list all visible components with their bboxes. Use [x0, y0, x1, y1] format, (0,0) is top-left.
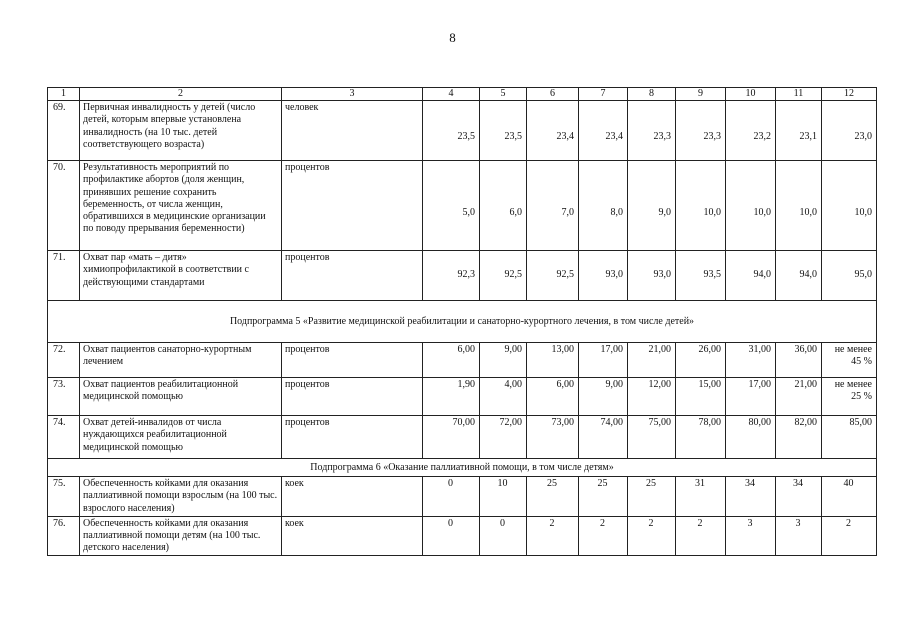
value-cell — [726, 251, 776, 301]
value-cell — [676, 516, 726, 556]
value-text: 0 — [448, 517, 453, 529]
value-cell — [480, 477, 527, 517]
table-row — [48, 516, 877, 556]
value-cell — [676, 251, 726, 301]
value-cell — [480, 516, 527, 556]
value-cell — [676, 343, 726, 378]
column-header: 2 — [80, 88, 282, 101]
value-text: 7,0 — [561, 207, 574, 219]
value-cell — [628, 516, 676, 556]
value-cell — [676, 477, 726, 517]
column-header: 10 — [726, 88, 776, 101]
value-cell — [579, 251, 628, 301]
indicator-name: Охват пар «мать – дитя» химиопрофилактикой в соответствии с действующими стандартами — [80, 251, 282, 301]
value-text: 5,0 — [462, 207, 475, 219]
value-cell — [579, 416, 628, 459]
row-number: 76. — [48, 516, 80, 556]
column-header: 3 — [282, 88, 423, 101]
value-text: 6,0 — [509, 207, 522, 219]
value-text: 34 — [793, 478, 803, 490]
table-row — [48, 343, 877, 378]
value-cell — [776, 477, 822, 517]
value-cell — [726, 378, 776, 416]
value-cell — [676, 416, 726, 459]
value-cell — [527, 161, 579, 251]
value-text: 92,5 — [556, 269, 574, 281]
table-row — [48, 161, 877, 251]
value-cell — [676, 101, 726, 161]
value-cell — [527, 378, 579, 416]
value-text: 23,3 — [653, 131, 671, 143]
value-cell — [423, 101, 480, 161]
column-header: 6 — [527, 88, 579, 101]
value-text: 25 — [597, 478, 608, 490]
value-text: 23,2 — [753, 131, 771, 143]
value-text: 3 — [795, 517, 801, 529]
value-cell — [776, 101, 822, 161]
row-number: 72. — [48, 343, 80, 378]
value-cell — [822, 101, 877, 161]
value-cell — [776, 516, 822, 556]
value-text: 40 — [843, 478, 854, 490]
value-cell — [726, 516, 776, 556]
value-text: 82,00 — [794, 417, 817, 429]
value-text: не менее 25 % — [834, 379, 872, 403]
row-number: 71. — [48, 251, 80, 301]
value-text: 92,5 — [504, 269, 522, 281]
value-text: 25 — [646, 478, 656, 490]
value-text: 6,00 — [457, 344, 475, 356]
value-cell — [480, 416, 527, 459]
value-text: 3 — [747, 517, 753, 529]
value-text: 72,00 — [499, 417, 522, 429]
indicator-name: Охват детей-инвалидов от числа нуждающихся реабилитационной медицинской помощью — [80, 416, 282, 459]
value-text: 23,3 — [703, 131, 721, 143]
value-text: 2 — [600, 517, 605, 529]
value-text: 15,00 — [698, 379, 721, 391]
value-text: 10,0 — [799, 207, 817, 219]
value-cell — [776, 251, 822, 301]
value-text: 74,00 — [600, 417, 623, 429]
table-row — [48, 416, 877, 459]
subprogram-row — [48, 459, 877, 477]
value-text: 10,0 — [854, 207, 872, 219]
page-number: 8 — [449, 30, 456, 45]
value-cell — [423, 251, 480, 301]
value-text: 9,00 — [504, 344, 522, 356]
value-text: 95,0 — [854, 269, 872, 281]
value-cell — [726, 477, 776, 517]
value-text: 34 — [745, 478, 755, 490]
row-number: 75. — [48, 477, 80, 517]
value-text: 73,00 — [551, 417, 574, 429]
value-text: 4,00 — [504, 379, 522, 391]
value-cell — [822, 343, 877, 378]
value-cell — [480, 161, 527, 251]
value-text: 70,00 — [452, 417, 475, 429]
value-cell — [423, 477, 480, 517]
column-header: 7 — [579, 88, 628, 101]
value-cell — [726, 416, 776, 459]
value-text: 31,00 — [748, 344, 771, 356]
value-cell — [527, 251, 579, 301]
value-text: 36,00 — [794, 344, 817, 356]
value-cell — [628, 161, 676, 251]
value-cell — [480, 343, 527, 378]
value-cell — [822, 416, 877, 459]
column-header: 12 — [822, 88, 877, 101]
indicator-table — [47, 87, 877, 556]
value-cell — [480, 101, 527, 161]
value-text: не менее 45 % — [834, 344, 872, 368]
value-text: 80,00 — [748, 417, 771, 429]
value-text: 23,0 — [854, 131, 872, 143]
value-text: 17,00 — [600, 344, 623, 356]
value-text: 10,0 — [753, 207, 771, 219]
value-text: 8,0 — [610, 207, 623, 219]
value-cell — [423, 161, 480, 251]
value-cell — [579, 343, 628, 378]
value-text: 23,1 — [799, 131, 817, 143]
value-text: 23,5 — [457, 131, 475, 143]
row-number: 73. — [48, 378, 80, 416]
column-header: 11 — [776, 88, 822, 101]
value-cell — [726, 343, 776, 378]
value-cell — [527, 416, 579, 459]
value-text: 21,00 — [648, 344, 671, 356]
table-row — [48, 477, 877, 517]
value-cell — [676, 161, 726, 251]
value-text: 17,00 — [748, 379, 771, 391]
value-cell — [822, 378, 877, 416]
value-cell — [776, 378, 822, 416]
value-text: 9,00 — [605, 379, 623, 391]
value-cell — [480, 378, 527, 416]
value-cell — [628, 378, 676, 416]
value-text: 26,00 — [698, 344, 721, 356]
table-row — [48, 378, 877, 416]
value-text: 0 — [500, 517, 505, 529]
unit: процентов — [282, 378, 423, 416]
unit: процентов — [282, 416, 423, 459]
value-text: 23,5 — [504, 131, 522, 143]
value-cell — [628, 343, 676, 378]
row-number: 69. — [48, 101, 80, 161]
value-cell — [628, 251, 676, 301]
column-header: 5 — [480, 88, 527, 101]
value-text: 2 — [549, 517, 555, 529]
value-cell — [628, 416, 676, 459]
indicator-name: Результативность мероприятий по профилактике абортов (доля женщин, принявших решение сохранить беременность, от числа женщин, обратившихся в медицинские организации по поводу прерывания беременности) — [80, 161, 282, 251]
subprogram-title: Подпрограмма 5 «Развитие медицинской реабилитации и санаторно-курортного лечения, в том числе детей» — [48, 301, 877, 343]
row-number: 74. — [48, 416, 80, 459]
value-text: 93,0 — [653, 269, 671, 281]
unit: процентов — [282, 343, 423, 378]
indicator-name: Обеспеченность койками для оказания паллиативной помощи детям (на 100 тыс. детского населения) — [80, 516, 282, 556]
value-cell — [776, 416, 822, 459]
value-cell — [579, 516, 628, 556]
value-text: 6,00 — [556, 379, 574, 391]
value-cell — [579, 101, 628, 161]
subprogram-row — [48, 301, 877, 343]
value-text: 23,4 — [556, 131, 574, 143]
value-text: 21,00 — [794, 379, 817, 391]
value-cell — [822, 516, 877, 556]
value-text: 10,0 — [703, 207, 721, 219]
value-text: 31 — [695, 478, 705, 490]
value-text: 93,0 — [605, 269, 623, 281]
value-cell — [527, 516, 579, 556]
indicator-name: Первичная инвалидность у детей (число детей, которым впервые установлена инвалидность (на 10 тыс. детей соответствующего возраста) — [80, 101, 282, 161]
indicator-name: Охват пациентов санаторно-курортным лечением — [80, 343, 282, 378]
subprogram-title: Подпрограмма 6 «Оказание паллиативной помощи, в том числе детям» — [48, 459, 877, 477]
value-cell — [527, 101, 579, 161]
unit: процентов — [282, 161, 423, 251]
value-text: 92,3 — [457, 269, 475, 281]
value-text: 78,00 — [698, 417, 721, 429]
value-text: 0 — [448, 478, 453, 490]
value-cell — [776, 343, 822, 378]
value-cell — [822, 251, 877, 301]
unit: коек — [282, 477, 423, 517]
value-cell — [822, 161, 877, 251]
value-text: 25 — [547, 478, 557, 490]
value-text: 1,90 — [457, 379, 475, 391]
value-text: 2 — [846, 517, 851, 529]
table-row — [48, 251, 877, 301]
value-text: 12,00 — [648, 379, 671, 391]
unit: коек — [282, 516, 423, 556]
table-row — [48, 101, 877, 161]
value-cell — [776, 161, 822, 251]
value-text: 13,00 — [551, 344, 574, 356]
value-cell — [579, 477, 628, 517]
value-text: 2 — [648, 517, 654, 529]
value-text: 85,00 — [849, 417, 872, 429]
value-cell — [423, 378, 480, 416]
value-text: 10 — [497, 478, 508, 490]
column-header: 9 — [676, 88, 726, 101]
value-cell — [423, 516, 480, 556]
value-cell — [628, 477, 676, 517]
value-cell — [726, 161, 776, 251]
value-cell — [527, 343, 579, 378]
value-cell — [676, 378, 726, 416]
value-cell — [423, 343, 480, 378]
value-text: 23,4 — [605, 131, 623, 143]
unit: человек — [282, 101, 423, 161]
value-text: 93,5 — [703, 269, 721, 281]
column-header: 4 — [423, 88, 480, 101]
value-text: 9,0 — [658, 207, 671, 219]
value-text: 75,00 — [648, 417, 671, 429]
value-cell — [726, 101, 776, 161]
value-cell — [579, 161, 628, 251]
value-text: 94,0 — [799, 269, 817, 281]
column-header: 8 — [628, 88, 676, 101]
value-text: 2 — [697, 517, 703, 529]
value-text: 94,0 — [753, 269, 771, 281]
header-row — [48, 88, 877, 101]
column-header: 1 — [48, 88, 80, 101]
value-cell — [579, 378, 628, 416]
value-cell — [527, 477, 579, 517]
unit: процентов — [282, 251, 423, 301]
value-cell — [628, 101, 676, 161]
value-cell — [480, 251, 527, 301]
value-cell — [822, 477, 877, 517]
indicator-name: Обеспеченность койками для оказания паллиативной помощи взрослым (на 100 тыс. взрослого населения) — [80, 477, 282, 517]
row-number: 70. — [48, 161, 80, 251]
indicator-name: Охват пациентов реабилитационной медицинской помощью — [80, 378, 282, 416]
value-cell — [423, 416, 480, 459]
